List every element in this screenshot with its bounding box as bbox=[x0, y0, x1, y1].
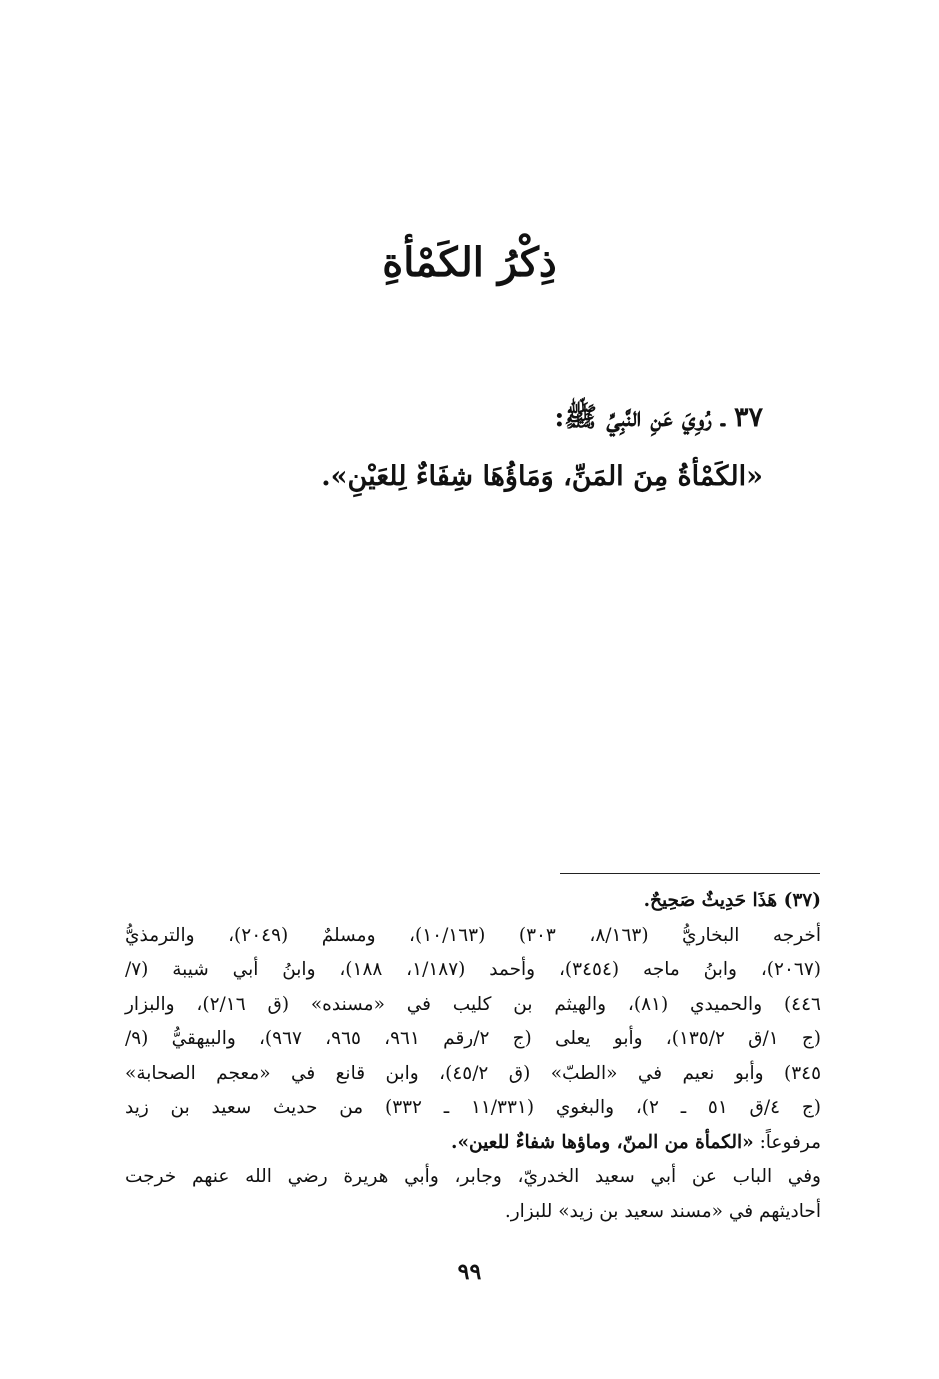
raised-quote: «الكمأة من المنّ، وماؤها شفاءٌ للعين». bbox=[451, 1131, 754, 1153]
footnote-line: أخرجه البخاريُّ (٨/١٦٣، ٣٠٣) (١٠/١٦٣)، ومسلمٌ (٢٠٤٩)، والترمذيُّ bbox=[125, 924, 822, 946]
footnote-raised-line bbox=[125, 1126, 821, 1161]
hadith-header: ٣٧ ـ رُوِيَ عَنِ النَّبِيِّ ﷺ: bbox=[554, 402, 763, 433]
chapter-title: ذِكْرُ الكَمْأةِ bbox=[382, 239, 557, 286]
footnote-chapter-line: أحاديثهم في «مسند سعيد بن زيد» للبزار. bbox=[504, 1200, 821, 1222]
footnote-chapter-line: وفي الباب عن أبي سعيد الخدريّ، وجابر، وأبي هريرة رضي الله عنهم خرجت bbox=[125, 1166, 821, 1187]
footnote-line: (ج ٤/ق ٥١ ـ ٢)، والبغوي (١١/٣٣١ ـ ٣٣٢) من حديث سعيد بن زيد bbox=[125, 1097, 821, 1118]
raised-prefix: مرفوعاً: bbox=[759, 1131, 821, 1153]
footnote-line: (٢٠٦٧)، وابنُ ماجه (٣٤٥٤)، وأحمد (١/١٨٧، ١٨٨)، وابنُ أبي شيبة (٧/ bbox=[125, 959, 821, 980]
page-number: ٩٩ bbox=[457, 1259, 482, 1285]
footnote-line: ٣٤٥) وأبو نعيم في «الطبّ» (ق ٤٥/٢)، وابن قانع في «معجم الصحابة» bbox=[125, 1062, 822, 1084]
footnote-heading: (٣٧) هَذَا حَدِيثٌ صَحِيحٌ. bbox=[643, 890, 821, 911]
footnotes bbox=[125, 884, 821, 1229]
footnote-divider bbox=[560, 873, 820, 874]
footnote-line: ٤٤٦) والحميدي (٨١)، والهيثم بن كليب في «مسنده» (ق ٢/١٦)، والبزار bbox=[125, 993, 821, 1015]
footnote-line: (ج ١/ق ١٣٥/٢)، وأبو يعلى (ج ٢/رقم ٩٦١، ٩٦٥، ٩٦٧)، والبيهقيُّ (٩/ bbox=[125, 1028, 821, 1049]
hadith-text: «الكَمْأةُ مِنَ المَنِّ، وَمَاؤُهَا شِفَاءٌ لِلعَيْنِ». bbox=[321, 461, 763, 492]
